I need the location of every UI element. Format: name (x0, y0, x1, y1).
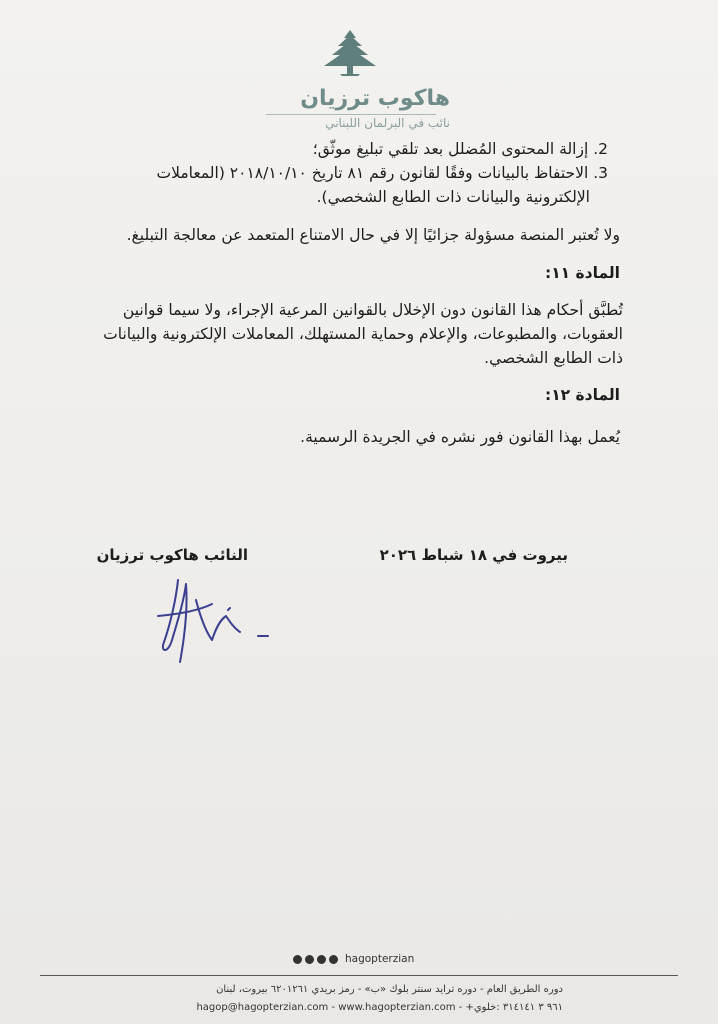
facebook-icon[interactable] (305, 955, 314, 964)
footer-divider (40, 975, 678, 976)
signatory-name: النائب هاكوب ترزيان (96, 546, 248, 564)
place-date: بيروت في ١٨ شباط ٢٠٢٦ (379, 546, 568, 564)
list-item: 2. إزالة المحتوى المُضلل بعد تلقي تبليغ موثّق؛ (312, 140, 608, 158)
mp-name-header: هاكوب ترزيان (300, 86, 450, 111)
list-item-continuation: الإلكترونية والبيانات ذات الطابع الشخصي). (316, 188, 590, 206)
x-twitter-icon[interactable] (317, 955, 326, 964)
social-links (293, 953, 414, 965)
list-item: 3. الاحتفاظ بالبيانات وفقًا لقانون رقم ٨١ تاريخ ٢٠١٨/١٠/١٠ (المعاملات (156, 164, 608, 182)
article-11-title: المادة ١١: (545, 264, 620, 282)
mp-subtitle-header: نائب في البرلمان اللبناني (325, 116, 450, 130)
header-divider (266, 114, 436, 115)
footer-address: دوره الطريق العام - دوره ترايد سنتر بلوك «ب» - رمز بريدي ٦٢٠١٢٦١ بيروت، لبنان (216, 984, 563, 995)
handwritten-signature (150, 570, 280, 670)
liability-paragraph: ولا تُعتبر المنصة مسؤولة جزائيًا إلا في حال الامتناع المتعمد عن معالجة التبليغ. (126, 226, 620, 244)
cedar-logo-icon (322, 28, 378, 78)
social-handle: hagopterzian (345, 953, 415, 965)
footer-contacts: hagop@hagopterzian.com - www.hagopterzian.com - +٩٦١ ٣ ٣١٤١٤١ :خلوي (196, 1002, 563, 1013)
article-12-title: المادة ١٢: (545, 386, 620, 404)
article-11-body: تُطبَّق أحكام هذا القانون دون الإخلال بالقوانين المرعية الإجراء، ولا سيما قوانين العقوبات، والمطبوعات، والإعلام وحماية المستهلك، المعاملات الإلكترونية والبيانات ذات الطابع الشخصي. (103, 301, 623, 367)
instagram-icon[interactable] (293, 955, 302, 964)
article-12-body: يُعمل بهذا القانون فور نشره في الجريدة الرسمية. (300, 428, 620, 446)
youtube-icon[interactable] (329, 955, 338, 964)
